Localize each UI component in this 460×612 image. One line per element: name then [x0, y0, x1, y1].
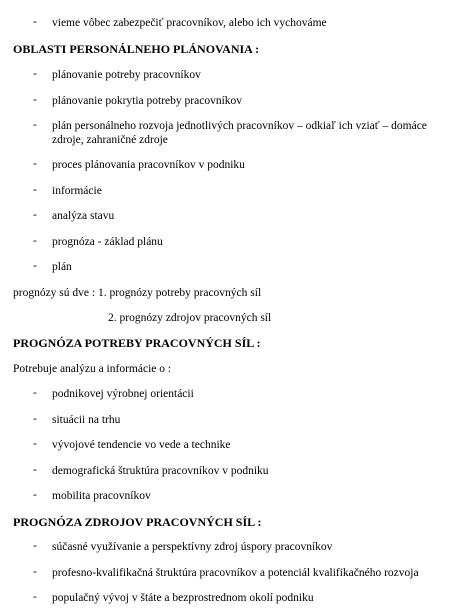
bullet-dash: -	[33, 158, 37, 170]
bullet-dash: -	[33, 235, 37, 247]
list-item: plánovanie potreby pracovníkov	[52, 69, 201, 81]
bullet-dash: -	[33, 209, 37, 221]
list-item: súčasné využívanie a perspektívny zdroj úspory pracovníkov	[52, 541, 333, 553]
section-intro: Potrebuje analýzu a informácie o :	[13, 363, 172, 375]
bullet-dash: -	[33, 413, 37, 425]
bullet-dash: -	[33, 591, 37, 603]
list-item: mobilita pracovníkov	[52, 490, 151, 502]
bullet-dash: -	[33, 566, 37, 578]
list-item: vývojové tendencie vo vede a technike	[52, 439, 231, 451]
list-item: situácii na trhu	[52, 414, 121, 426]
list-item-continuation: zdroje, zahraničné zdroje	[52, 134, 168, 146]
list-item: demografická štruktúra pracovníkov v podniku	[52, 465, 269, 477]
list-item: proces plánovania pracovníkov v podniku	[52, 159, 245, 171]
list-item: plán personálneho rozvoja jednotlivých pracovníkov – odkiaľ ich vziať – domáce	[52, 120, 427, 132]
forecast-line-1: prognózy sú dve : 1. prognózy potreby pracovných síl	[13, 287, 262, 299]
bullet-dash: -	[33, 260, 37, 272]
section-heading-demand-forecast: PROGNÓZA POTREBY PRACOVNÝCH SÍL :	[13, 336, 261, 350]
list-item: informácie	[52, 185, 102, 197]
bullet-dash: -	[33, 387, 37, 399]
list-item: analýza stavu	[52, 210, 115, 222]
section-heading-supply-forecast: PROGNÓZA ZDROJOV PRACOVNÝCH SÍL :	[13, 515, 262, 529]
bullet-dash: -	[33, 489, 37, 501]
bullet-dash: -	[33, 438, 37, 450]
bullet-dash: -	[33, 94, 37, 106]
list-item: populačný vývoj v štáte a bezprostrednom okolí podniku	[52, 592, 314, 604]
bullet-dash: -	[33, 464, 37, 476]
bullet-dash: -	[33, 119, 37, 131]
list-item: plánovanie pokrytia potreby pracovníkov	[52, 95, 243, 107]
bullet-dash: -	[33, 16, 37, 28]
list-item: podnikovej výrobnej orientácii	[52, 388, 194, 400]
list-item-intro: vieme vôbec zabezpečiť pracovníkov, alebo ich vychováme	[52, 17, 327, 29]
list-item: plán	[52, 261, 72, 273]
bullet-dash: -	[33, 184, 37, 196]
section-heading-personnel-planning: OBLASTI PERSONÁLNEHO PLÁNOVANIA :	[13, 42, 260, 56]
bullet-dash: -	[33, 540, 37, 552]
list-item: profesno-kvalifikačná štruktúra pracovníkov a potenciál kvalifikačného rozvoja	[52, 567, 419, 579]
list-item: prognóza - základ plánu	[52, 236, 163, 248]
bullet-dash: -	[33, 68, 37, 80]
forecast-line-2: 2. prognózy zdrojov pracovných síl	[108, 312, 272, 324]
